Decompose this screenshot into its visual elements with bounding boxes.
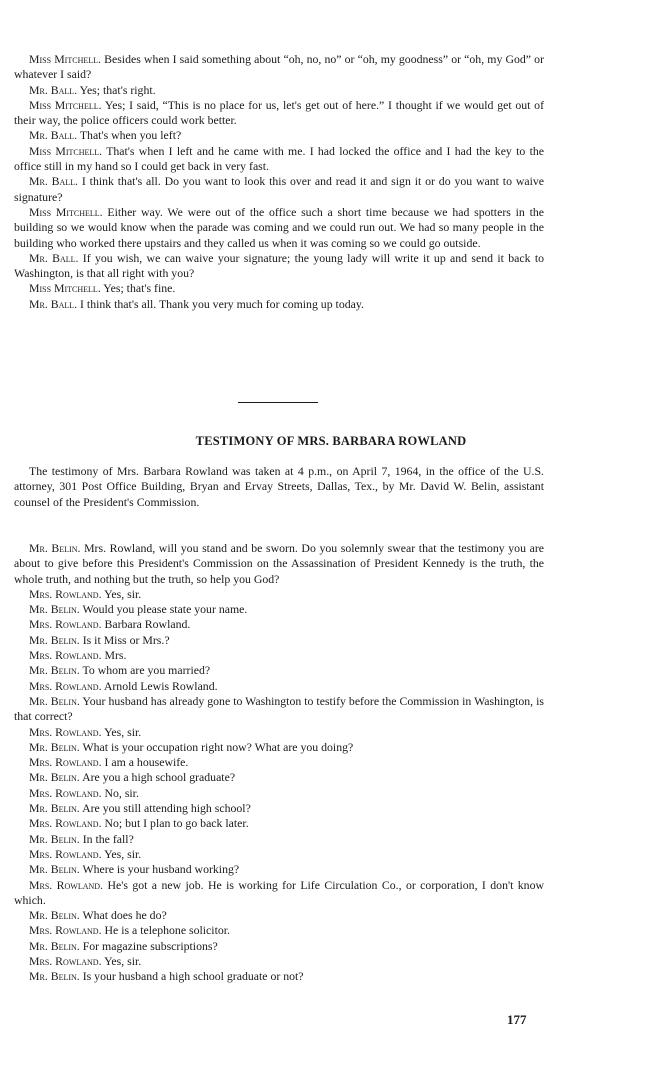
testimony-intro [14,464,544,510]
testimony-rowland [14,541,544,985]
spoken-text: That's when I left and he came with me. I had locked the office and I had the key to the office still in my hand so I could get back in very fast. [14,143,544,174]
speaker-name: Mr. Belin. [29,801,80,816]
spoken-text: Are you a high school graduate? [82,770,236,785]
spoken-text: What is your occupation right now? What are you doing? [82,739,354,754]
dialogue-line [14,832,544,847]
dialogue-line [14,648,544,663]
speaker-name: Mrs. Rowland. [29,846,102,861]
spoken-text: If you wish, we can waive your signature; the young lady will write it up and send it back to Washington, is that all right with you? [14,250,544,281]
speaker-name: Mrs. Rowland. [29,816,102,831]
speaker-name: Mr. Belin. [29,938,80,953]
dialogue-line [14,541,544,587]
dialogue-line [14,83,544,98]
speaker-name: Mrs. Rowland. [29,923,102,938]
speaker-name: Mrs. Rowland. [29,617,102,632]
dialogue-line [14,878,544,909]
spoken-text: Yes, sir. [104,586,142,601]
spoken-text: Besides when I said something about “oh, no, no” or “oh, my goodness” or “oh, my God” or whatever I said? [14,52,544,82]
speaker-name: Mr. Ball. [29,174,79,189]
spoken-text: Either way. We were out of the office such a short time because we had spotters in the building so we would know when the parade was coming and we could run out. We had so many people in the building who worked there upstairs and they called us when it was coming so we could go outside. [14,204,544,250]
speaker-name: Mr. Belin. [29,862,80,877]
speaker-name: Mr. Belin. [29,908,80,923]
spoken-text: Is it Miss or Mrs.? [82,632,170,647]
speaker-name: Mrs. Rowland. [29,785,102,800]
dialogue-line [14,679,544,694]
dialogue-line [14,694,544,725]
spoken-text: Yes, sir. [104,846,142,861]
dialogue-line [14,52,544,83]
dialogue-line [14,663,544,678]
dialogue-line [14,617,544,632]
spoken-text: No, sir. [104,785,139,800]
dialogue-line [14,98,544,129]
spoken-text: He's got a new job. He is working for Life Circulation Co., or corporation, I don't know which. [14,877,544,907]
spoken-text: Arnold Lewis Rowland. [103,678,218,693]
dialogue-line [14,755,544,770]
speaker-name: Mr. Ball. [29,296,78,311]
speaker-name: Mrs. Rowland. [29,586,102,601]
speaker-name: Mr. Belin. [29,831,80,846]
dialogue-line [14,770,544,785]
spoken-text: I am a housewife. [104,755,189,770]
spoken-text: Yes; I said, “This is no place for us, let's get out of here.” I thought if we would get out of their way, the police officers could work better. [14,97,545,128]
dialogue-line [14,740,544,755]
intro-paragraph: The testimony of Mrs. Barbara Rowland was taken at 4 p.m., on April 7, 1964, in the office of the U.S. attorney, 301 Post Office Building, Bryan and Ervay Streets, Dallas, Tex., by Mr. David W. Belin, assistant counsel of the President's Commission. [14,464,544,509]
spoken-text: Mrs. Rowland, will you stand and be sworn. Do you solemnly swear that the testimony you are about to give before this President's Commission on the Assassination of President Kennedy is the truth, the whole truth, and nothing but the truth, so help you God? [14,541,544,586]
speaker-name: Miss Mitchell. [29,204,103,219]
dialogue-line [14,174,544,205]
dialogue-line [14,847,544,862]
spoken-text: What does he do? [82,908,167,923]
spoken-text: That's when you left? [79,128,182,143]
dialogue-line [14,587,544,602]
speaker-name: Mr. Ball. [29,128,78,143]
speaker-name: Mrs. Rowland. [29,755,102,770]
spoken-text: For magazine subscriptions? [82,938,218,953]
speaker-name: Mr. Ball. [29,250,79,265]
dialogue-line [14,602,544,617]
speaker-name: Miss Mitchell. [29,143,103,158]
speaker-name: Miss Mitchell. [29,52,101,66]
spoken-text: In the fall? [82,831,134,846]
spoken-text: Yes; that's right. [79,82,156,97]
speaker-name: Mr. Belin. [29,541,81,555]
speaker-name: Mrs. Rowland. [29,954,102,969]
dialogue-line [14,633,544,648]
spoken-text: Would you please state your name. [82,602,248,617]
speaker-name: Mrs. Rowland. [29,678,102,693]
spoken-text: To whom are you married? [82,663,211,678]
spoken-text: He is a telephone solicitor. [104,923,230,938]
spoken-text: Is your husband a high school graduate or not? [82,969,304,984]
speaker-name: Mr. Belin. [29,632,80,647]
dialogue-line [14,969,544,984]
section-heading: TESTIMONY OF MRS. BARBARA ROWLAND [195,434,467,448]
speaker-name: Mr. Belin. [29,969,80,984]
spoken-text: Yes, sir. [104,724,142,739]
dialogue-line [14,939,544,954]
speaker-name: Mr. Belin. [29,663,80,678]
speaker-name: Mr. Ball. [29,82,78,97]
spoken-text: No; but I plan to go back later. [104,816,249,831]
spoken-text: I think that's all. Thank you very much for coming up today. [80,296,364,311]
spoken-text: Your husband has already gone to Washington to testify before the Commission in Washington, is that correct? [14,693,545,724]
dialogue-line [14,128,544,143]
dialogue-line [14,251,544,282]
dialogue-line [14,786,544,801]
spoken-text: Mrs. [104,648,127,663]
speaker-name: Mrs. Rowland. [29,877,104,892]
dialogue-line [14,144,544,175]
dialogue-line [14,205,544,251]
section-divider [238,402,318,403]
speaker-name: Mr. Belin. [29,602,80,617]
speaker-name: Miss Mitchell. [29,281,101,296]
dialogue-line [14,908,544,923]
spoken-text: Yes; that's fine. [103,281,176,296]
dialogue-line [14,816,544,831]
spoken-text: Are you still attending high school? [82,801,251,816]
speaker-name: Mrs. Rowland. [29,648,102,663]
speaker-name: Mr. Belin. [29,770,80,785]
dialogue-line [14,725,544,740]
dialogue-line [14,801,544,816]
dialogue-line [14,923,544,938]
testimony-continuation [14,52,544,312]
page-number: 177 [507,1012,527,1027]
speaker-name: Miss Mitchell. [29,97,102,112]
speaker-name: Mrs. Rowland. [29,724,102,739]
spoken-text: I think that's all. Do you want to look this over and read it and sign it or do you want to waive signature? [14,174,544,204]
spoken-text: Yes, sir. [104,954,142,969]
dialogue-line [14,862,544,877]
speaker-name: Mr. Belin. [29,693,80,708]
spoken-text: Where is your husband working? [82,862,240,877]
spoken-text: Barbara Rowland. [104,617,191,632]
dialogue-line [14,954,544,969]
dialogue-line [14,281,544,296]
dialogue-line [14,297,544,312]
speaker-name: Mr. Belin. [29,739,80,754]
